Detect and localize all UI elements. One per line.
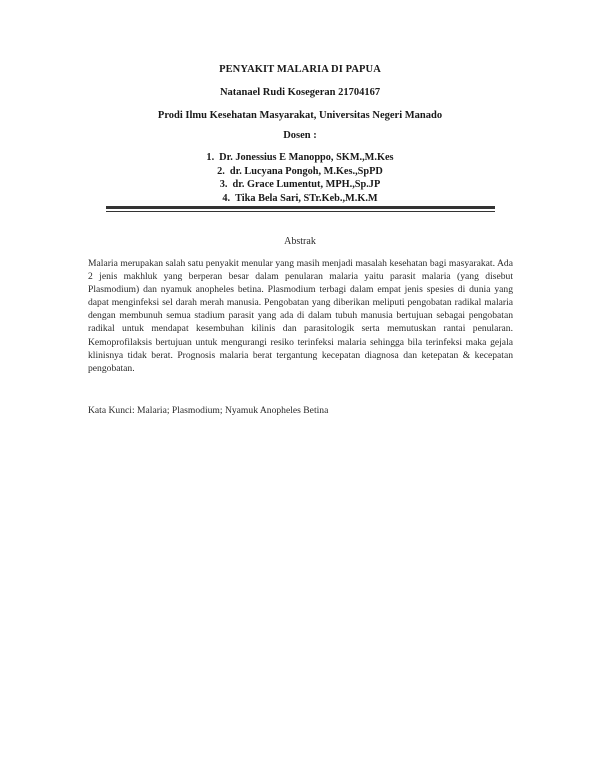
header-divider-thick xyxy=(106,206,495,209)
dosen-number: 1. xyxy=(206,152,215,163)
dosen-number: 4. xyxy=(222,192,231,204)
abstract-heading: Abstrak xyxy=(284,236,316,247)
affiliation-line: Prodi Ilmu Kesehatan Masyarakat, Universitas Negeri Manado xyxy=(157,110,443,121)
paper-title: PENYAKIT MALARIA DI PAPUA xyxy=(219,64,381,75)
author-line: Natanael Rudi Kosegeran 21704167 xyxy=(219,87,381,98)
dosen-name: dr. Grace Lumentut, MPH.,Sp.JP xyxy=(232,179,381,190)
dosen-name: dr. Lucyana Pongoh, M.Kes.,SpPD xyxy=(229,165,383,177)
dosen-item xyxy=(0,178,600,192)
dosen-item xyxy=(0,192,600,206)
dosen-list xyxy=(0,151,600,205)
abstract-body: Malaria merupakan salah satu penyakit menular yang masih menjadi masalah kesehatan bagi masyarakat. Ada 2 jenis makhluk yang berperan besar dalam penularan malaria yaitu parasit malaria (yang disebut Plasmodium) dan nyamuk anopheles betina. Plasmodium terbagi dalam empat jenis spesies di dunia yang dapat menginfeksi sel darah merah manusia. Pengobatan yang diberikan meliputi pengobatan radikal malaria dengan membunuh semua stadium parasit yang ada di dalam tubuh manusia bertujuan sebagai pengobatan radikal untuk mendapat kesembuhan kilinis dan parasitologik serta memutuskan rantai penularan. Kemoprofilaksis bertujuan untuk mengurangi resiko terinfeksi malaria sehingga bila terinfeksi maka gejala klinisnya tidak berat. Prognosis malaria berat tergantung kecepatan diagnosa dan ketepatan & kecepatan pengobatan. xyxy=(88,258,513,374)
dosen-name: Dr. Jonessius E Manoppo, SKM.,M.Kes xyxy=(219,152,394,163)
dosen-item xyxy=(0,151,600,165)
header-divider-thin xyxy=(106,211,495,212)
keywords-line: Kata Kunci: Malaria; Plasmodium; Nyamuk Anopheles Betina xyxy=(88,405,329,416)
dosen-number: 3. xyxy=(219,179,228,190)
dosen-name: Tika Bela Sari, STr.Keb.,M.K.M xyxy=(235,192,378,204)
dosen-item xyxy=(0,165,600,179)
dosen-number: 2. xyxy=(217,165,225,177)
dosen-heading: Dosen : xyxy=(283,130,317,141)
